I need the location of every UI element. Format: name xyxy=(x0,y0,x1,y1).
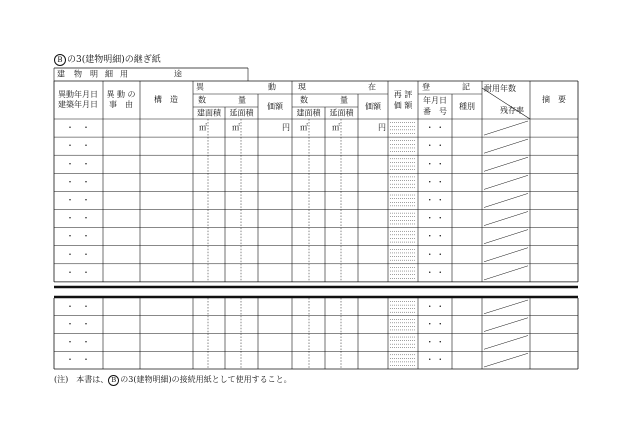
row-date-dots: ・ ・ xyxy=(66,249,90,259)
header-type: 種別 xyxy=(459,102,475,111)
row-diagonal xyxy=(484,353,528,367)
header-reval-2: 価 額 xyxy=(393,101,413,110)
footnote-prefix: (注) 本書は、 xyxy=(54,375,109,384)
footnote xyxy=(54,374,292,386)
row-reg-dots: ・ ・ xyxy=(425,249,445,259)
row-date-dots: ・ ・ xyxy=(66,177,90,187)
row-reg-dots: ・ ・ xyxy=(425,195,445,205)
use-label-end: 途 xyxy=(174,69,182,79)
header-ido-quantity-2: 量 xyxy=(238,95,246,105)
unit-area: ㎡ xyxy=(232,123,240,133)
row-reg-dots: ・ ・ xyxy=(425,123,445,133)
header-genzai-value: 価額 xyxy=(365,102,381,111)
header-ido-group-1: 異 xyxy=(196,82,204,92)
row-reg-dots: ・ ・ xyxy=(425,337,445,347)
use-label-char: 建 xyxy=(57,69,65,79)
header-ido-quantity-1: 数 xyxy=(198,95,206,105)
header-ido-nobemenseki: 延面積 xyxy=(229,108,254,118)
row-diagonal xyxy=(484,212,528,226)
row-diagonal xyxy=(484,121,528,135)
header-reg-no: 番 号 xyxy=(423,107,447,116)
use-label-char: 物 xyxy=(74,69,82,79)
row-diagonal xyxy=(484,139,528,153)
row-date-dots: ・ ・ xyxy=(66,301,90,311)
form-title-text: の3(建物明細)の継ぎ紙 xyxy=(67,55,161,65)
footnote-text: の3(建物明細)の接続用紙として使用すること。 xyxy=(120,375,292,384)
header-genzai-nobemenseki: 延面積 xyxy=(329,108,354,118)
use-label-char: 用 xyxy=(120,69,128,79)
unit-area: ㎡ xyxy=(300,123,308,133)
row-diagonal xyxy=(484,318,528,332)
unit-area: ㎡ xyxy=(332,123,340,133)
header-genzai-quantity-2: 量 xyxy=(340,95,348,105)
row-date-dots: ・ ・ xyxy=(66,195,90,205)
row-diagonal xyxy=(484,248,528,262)
row-date-dots: ・ ・ xyxy=(66,231,90,241)
circled-b-mark: B xyxy=(54,54,66,66)
unit-area: ㎡ xyxy=(199,123,207,133)
header-genzai-group-1: 現 xyxy=(298,82,306,92)
row-reg-dots: ・ ・ xyxy=(425,213,445,223)
header-life-top: 耐用年数 xyxy=(484,84,516,93)
footnote-circled-b-mark: B xyxy=(108,375,119,386)
row-date-dots: ・ ・ xyxy=(66,337,90,347)
row-date-dots: ・ ・ xyxy=(66,141,90,151)
header-ido-date: 異動年月日 xyxy=(58,90,98,99)
header-reval-1: 再 評 xyxy=(393,90,413,99)
row-date-dots: ・ ・ xyxy=(66,159,90,169)
header-ido-reason: 異 動 の xyxy=(106,90,136,99)
row-diagonal xyxy=(484,175,528,189)
row-reg-dots: ・ ・ xyxy=(425,267,445,277)
row-reg-dots: ・ ・ xyxy=(425,231,445,241)
header-reg-date: 年月日 xyxy=(423,96,447,105)
use-label-char: 細 xyxy=(105,69,113,79)
row-reg-dots: ・ ・ xyxy=(425,177,445,187)
header-registry-2: 記 xyxy=(462,82,470,92)
row-date-dots: ・ ・ xyxy=(66,319,90,329)
row-diagonal xyxy=(484,266,528,280)
header-ido-value: 価額 xyxy=(267,102,283,111)
header-registry-1: 登 xyxy=(422,82,430,92)
row-reg-dots: ・ ・ xyxy=(425,355,445,365)
row-diagonal xyxy=(484,230,528,244)
row-date-dots: ・ ・ xyxy=(66,267,90,277)
row-reg-dots: ・ ・ xyxy=(425,319,445,329)
header-genzai-kenmenseki: 建面積 xyxy=(296,108,321,118)
row-diagonal xyxy=(484,157,528,171)
header-genzai-group-2: 在 xyxy=(368,82,376,92)
row-diagonal xyxy=(484,300,528,314)
use-label-char: 明 xyxy=(90,69,98,79)
row-date-dots: ・ ・ xyxy=(66,355,90,365)
header-life-bottom: 残存率 xyxy=(500,106,524,115)
row-reg-dots: ・ ・ xyxy=(425,141,445,151)
header-ido-reason-2: 事 由 xyxy=(109,100,133,109)
row-reg-dots: ・ ・ xyxy=(425,301,445,311)
row-diagonal xyxy=(484,336,528,350)
unit-yen: 円 xyxy=(378,123,386,133)
header-remarks: 摘 要 xyxy=(542,95,566,104)
unit-yen: 円 xyxy=(282,123,290,133)
row-date-dots: ・ ・ xyxy=(66,213,90,223)
header-ido-group-2: 動 xyxy=(268,82,276,92)
header-structure: 構 造 xyxy=(154,95,178,104)
row-diagonal xyxy=(484,193,528,207)
row-date-dots: ・ ・ xyxy=(66,123,90,133)
header-ido-kenmenseki: 建面積 xyxy=(197,108,221,118)
header-genzai-quantity-1: 数 xyxy=(300,95,308,105)
header-build-date: 建築年月日 xyxy=(58,100,98,109)
row-reg-dots: ・ ・ xyxy=(425,159,445,169)
